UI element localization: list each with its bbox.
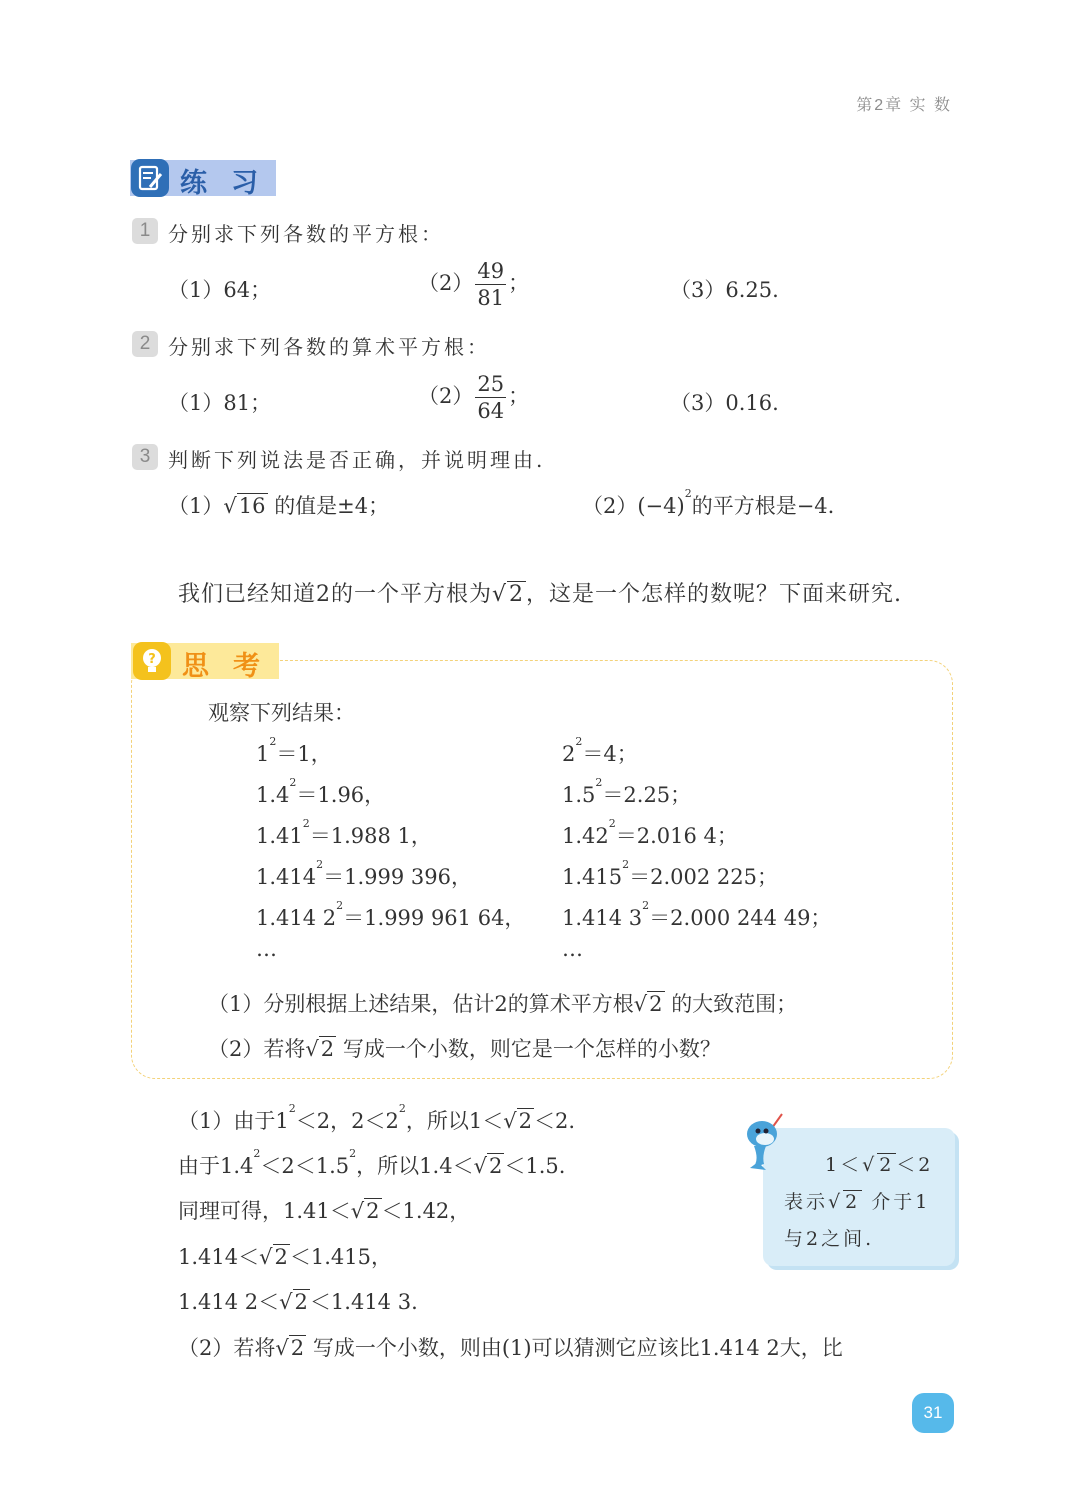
think-question-1: （1）分别根据上述结果，估计2的算术平方根√2 的大致范围； (208, 992, 798, 1016)
ellipsis: … (562, 937, 583, 961)
sqrt-expression: √2 (259, 1245, 288, 1269)
question-number: 3 (132, 444, 158, 470)
observe-label: 观察下列结果： (208, 701, 355, 725)
result-left: $1^2=1$， (256, 735, 332, 766)
sqrt-expression: √16 (223, 494, 266, 518)
result-right: 1.414 $3^2=2.000$ 244 49； (562, 899, 832, 930)
side-note-line: 与2之间. (784, 1228, 875, 1250)
solution-line: 1.414＜√2＜1.415， (178, 1245, 393, 1269)
sqrt-expression: √2 (350, 1199, 380, 1223)
result-right: $1.42^2=2.016$ 4； (562, 817, 738, 848)
intro-paragraph: 我们已经知道2的一个平方根为√2，这是一个怎样的数呢？下面来研究. (178, 582, 903, 607)
question-text: 分别求下列各数的算术平方根： (168, 335, 490, 359)
svg-text:?: ? (148, 652, 156, 667)
result-right: $1.415^2=2.002$ 225； (562, 858, 779, 889)
think-title: 思考 (182, 651, 284, 682)
solution-line: 1.414 2＜√2＜1.414 3. (178, 1290, 418, 1314)
chapter-header: 第2章 实 数 (856, 97, 952, 114)
answer-item: （3）0.16. (670, 391, 779, 415)
sqrt-expression: √2 (279, 1290, 308, 1314)
sqrt-expression: √2 (503, 1109, 532, 1133)
fraction: $\frac{25}{64}$ (477, 372, 505, 423)
lightbulb-question-icon (133, 642, 171, 680)
exercise-title: 练习 (180, 168, 282, 199)
sqrt-expression: √2 (633, 992, 663, 1016)
page-number-badge: 31 (912, 1393, 954, 1433)
notepad-pencil-icon (131, 159, 169, 197)
result-left: 1.414 $2^2=1.999$ 961 64， (256, 899, 526, 930)
side-note-line: 表示√ 2 介于1 (784, 1191, 931, 1213)
side-note-line: 1＜√ 2 ＜2 (825, 1154, 934, 1176)
answer-item: （2） $\frac{49}{81}$ ； (418, 259, 530, 310)
sqrt-expression: √ 2 (828, 1191, 861, 1213)
answer-item: （1）√16 的值是±4； (168, 494, 390, 518)
sqrt-expression: √2 (473, 1154, 503, 1178)
question-number: 1 (132, 218, 158, 244)
sqrt-expression: √2 (305, 1037, 335, 1061)
ellipsis: … (256, 937, 277, 961)
answer-item: $(2)(-4)^2$的平方根是−4. (582, 487, 835, 518)
answer-item: （1）64； (168, 278, 272, 302)
sqrt-expression: √2 (275, 1336, 305, 1360)
result-left: $1.414^2=1.999$ 396， (256, 858, 473, 889)
result-right: $2^2=4$； (562, 735, 638, 766)
question-text: 判断下列说法是否正确，并说明理由. (168, 448, 546, 472)
answer-item: （2） $\frac{25}{64}$ ； (418, 372, 530, 423)
fraction: $\frac{49}{81}$ (477, 259, 505, 310)
result-right: $1.5^2=2.25$； (562, 776, 692, 807)
solution-line: 由于$1.4^2<2<1.5^2$，所以1.4＜√2＜1.5. (178, 1147, 566, 1178)
solution-line: （2）若将√2 写成一个小数，则由(1)可以猜测它应该比1.414 2大，比 (178, 1336, 843, 1360)
solution-line: 同理可得，1.41＜√2＜1.42， (178, 1199, 471, 1223)
answer-item: （3）6.25. (670, 278, 779, 302)
sqrt-expression: √ 2 (862, 1154, 895, 1176)
result-left: $1.41^2=1.988$ 1， (256, 817, 432, 848)
question-number: 2 (132, 331, 158, 357)
question-text: 分别求下列各数的平方根： (168, 222, 444, 246)
solution-line: （1）由于$1^2<2$，$2<2^2$，所以1＜√2＜2. (178, 1102, 576, 1133)
think-question-2: （2）若将√2 写成一个小数，则它是一个怎样的小数？ (208, 1037, 721, 1061)
sqrt-expression: √2 (492, 582, 525, 607)
dolphin-mascot-icon (738, 1110, 788, 1176)
answer-item: （1）81； (168, 391, 272, 415)
result-left: $1.4^2=1.96$， (256, 776, 386, 807)
